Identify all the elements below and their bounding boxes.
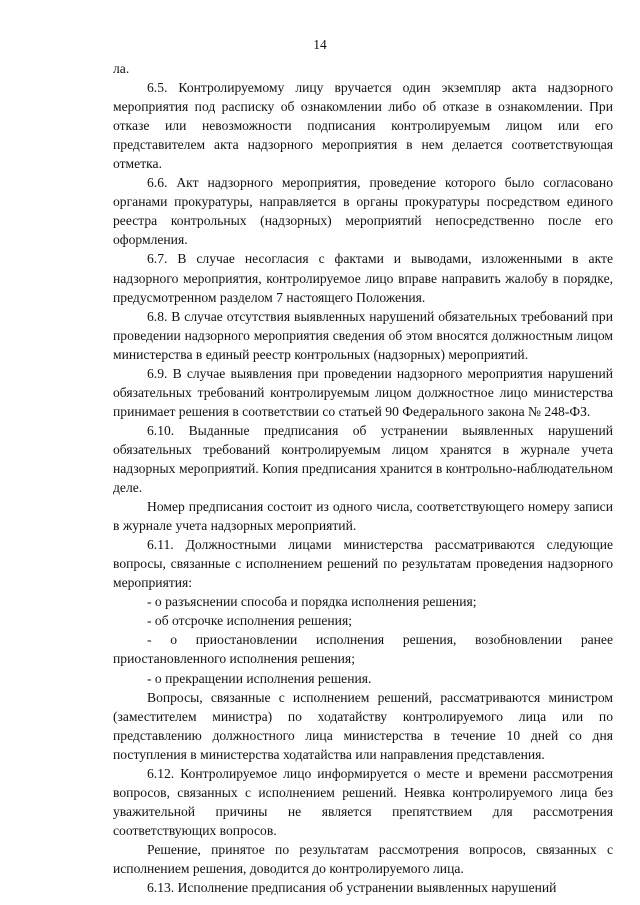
list-item-clarification: - о разъяснении способа и порядка исполнения решения; xyxy=(147,594,477,610)
paragraph-6-11: 6.11. Должностными лицами министерства рассматриваются следующие вопросы, связанные с исполнением решений по результатам проведения надзорного мероприятия: xyxy=(113,537,613,591)
paragraph-6-5: 6.5. Контролируемому лицу вручается один экземпляр акта надзорного мероприятия под расписку об ознакомлении либо об отказе в ознакомлении. При отказе или невозможности подписания контролируемым лицом или его представителем акта надзорного мероприятия в нем делается соответствующая отметка. xyxy=(113,80,613,172)
document-body xyxy=(113,59,613,897)
paragraph-6-13: 6.13. Исполнение предписания об устранении выявленных нарушений xyxy=(147,880,557,896)
paragraph-continuation: ла. xyxy=(113,61,130,76)
paragraph-order-number: Номер предписания состоит из одного числа, соответствующего номеру записи в журнале учета надзорных мероприятий. xyxy=(113,499,613,534)
list-item-suspension: - о приостановлении исполнения решения, возобновлении ранее приостановленного исполнения решения; xyxy=(113,632,613,667)
paragraph-6-7: 6.7. В случае несогласия с фактами и выводами, изложенными в акте надзорного мероприятия, контролируемое лицо вправе направить жалобу в порядке, предусмотренном разделом 7 настоящего Положения. xyxy=(113,251,613,305)
paragraph-6-6: 6.6. Акт надзорного мероприятия, проведение которого было согласовано органами прокуратуры, направляется в органы прокуратуры посредством единого реестра контрольных (надзорных) мероприятий непосредственно после его оформления. xyxy=(113,175,613,248)
paragraph-6-12: 6.12. Контролируемое лицо информируется о месте и времени рассмотрения вопросов, связанных с исполнением решений. Неявка контролируемого лица без уважительной причины не является препятствием для рассмотрения соответствующих вопросов. xyxy=(113,765,613,838)
list-item-deferral: - об отсрочке исполнения решения; xyxy=(147,613,352,629)
paragraph-6-9: 6.9. В случае выявления при проведении надзорного мероприятия нарушений обязательных требований контролируемым лицом должностное лицо министерства принимает решения в соответствии со статьей 90 Федерального закона № 248-ФЗ. xyxy=(113,365,613,419)
paragraph-issues-review: Вопросы, связанные с исполнением решений, рассматриваются министром (заместителем министра) по ходатайству контролируемого лица или по представлению должностного лица министерства в течение 10 дней со дня поступления в министерства ходатайства или направления представления. xyxy=(113,689,613,762)
paragraph-6-8: 6.8. В случае отсутствия выявленных нарушений обязательных требований при проведении надзорного мероприятия сведения об этом вносятся должностным лицом министерства в единый реестр контрольных (надзорных) мероприятий. xyxy=(113,308,613,362)
paragraph-6-10: 6.10. Выданные предписания об устранении выявленных нарушений обязательных требований контролируемым лицом хранятся в журнале учета надзорных мероприятий. Копия предписания хранится в контрольно-наблюдательном деле. xyxy=(113,422,613,496)
page-number: 14 xyxy=(313,37,327,52)
paragraph-decision-notice: Решение, принятое по результатам рассмотрения вопросов, связанных с исполнением решения, доводится до контролируемого лица. xyxy=(113,841,613,876)
list-item-termination: - о прекращении исполнения решения. xyxy=(147,670,372,686)
